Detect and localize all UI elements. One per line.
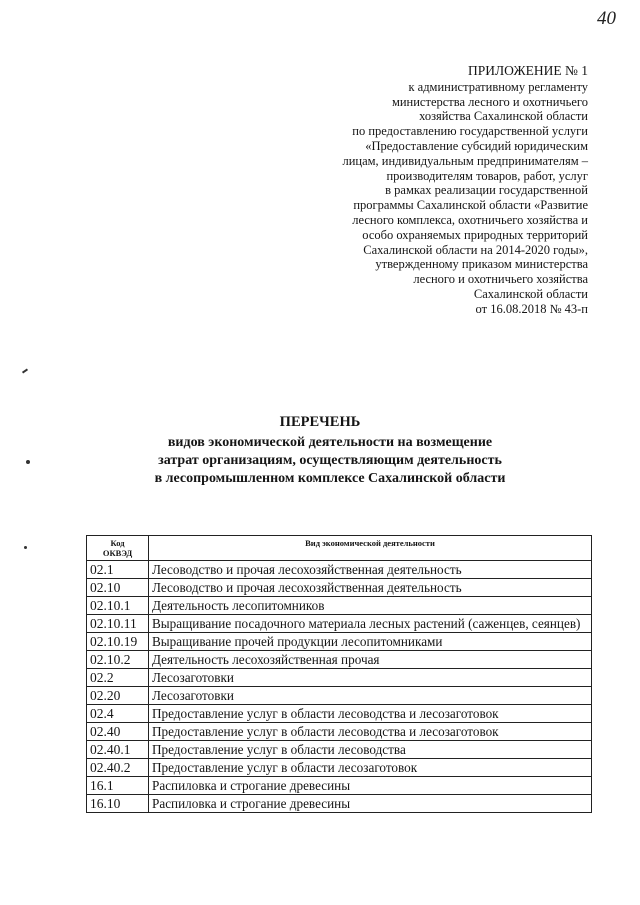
- table-row: [87, 795, 592, 813]
- document-heading: ПЕРЕЧЕНЬ: [279, 414, 361, 430]
- table-row: [87, 651, 592, 669]
- okved-code: 02.10.1: [87, 597, 149, 615]
- okved-code: 02.10.2: [87, 651, 149, 669]
- okved-code: 02.10: [87, 579, 149, 597]
- okved-code: 02.40.1: [87, 741, 149, 759]
- activity-header: Вид экономической деятельности: [149, 536, 592, 561]
- okved-code: 16.1: [87, 777, 149, 795]
- appendix-line: утвержденному приказом министерства: [375, 257, 588, 272]
- activity-name: Предоставление услуг в области лесоводства и лесозаготовок: [149, 705, 592, 723]
- activity-name: Деятельность лесопитомников: [149, 597, 592, 615]
- activity-name: Распиловка и строгание древесины: [149, 795, 592, 813]
- subtitle-line: видов экономической деятельности на возмещение: [167, 435, 493, 450]
- subtitle-line: в лесопромышленном комплексе Сахалинской области: [154, 471, 506, 486]
- appendix-line: особо охраняемых природных территорий: [362, 227, 588, 242]
- activity-name: Предоставление услуг в области лесозаготовок: [149, 759, 592, 777]
- table-row: [87, 561, 592, 579]
- appendix-line: программы Сахалинской области «Развитие: [353, 198, 588, 213]
- appendix-line: хозяйства Сахалинской области: [419, 109, 588, 124]
- table-row: [87, 633, 592, 651]
- scan-mark: [24, 546, 27, 549]
- table-row: [87, 615, 592, 633]
- appendix-line: от 16.08.2018 № 43-п: [475, 301, 588, 316]
- document-subtitle: [0, 434, 640, 488]
- activity-name: Лесоводство и прочая лесохозяйственная деятельность: [149, 579, 592, 597]
- activity-name: Деятельность лесохозяйственная прочая: [149, 651, 592, 669]
- appendix-block: [288, 64, 588, 317]
- okved-code: 02.40.2: [87, 759, 149, 777]
- table-row: [87, 579, 592, 597]
- activity-name: Выращивание прочей продукции лесопитомниками: [149, 633, 592, 651]
- appendix-line: лицам, индивидуальным предпринимателям –: [342, 153, 588, 168]
- appendix-line: по предоставлению государственной услуги: [352, 124, 588, 139]
- okved-code: 02.10.11: [87, 615, 149, 633]
- appendix-line: лесного и охотничьего хозяйства: [413, 272, 588, 287]
- table-row: [87, 759, 592, 777]
- subtitle-line: затрат организациям, осуществляющим деятельность: [158, 453, 502, 468]
- scan-mark: [22, 368, 28, 373]
- appendix-title: ПРИЛОЖЕНИЕ № 1: [467, 63, 588, 78]
- activity-name: Лесозаготовки: [149, 687, 592, 705]
- okved-code: 02.2: [87, 669, 149, 687]
- table-row: [87, 669, 592, 687]
- activity-name: Распиловка и строгание древесины: [149, 777, 592, 795]
- page-number: 40: [597, 8, 616, 29]
- code-header: Код ОКВЭД: [87, 536, 149, 561]
- appendix-line: «Предоставление субсидий юридическим: [365, 138, 588, 153]
- okved-code: 16.10: [87, 795, 149, 813]
- okved-code: 02.4: [87, 705, 149, 723]
- table-row: [87, 741, 592, 759]
- appendix-line: в рамках реализации государственной: [385, 183, 588, 198]
- appendix-line: Сахалинской области: [473, 286, 588, 301]
- table-row: [87, 597, 592, 615]
- okved-table: [86, 535, 592, 813]
- appendix-line: лесного комплекса, охотничьего хозяйства и: [352, 212, 588, 227]
- appendix-line: к административному регламенту: [408, 79, 588, 94]
- okved-code: 02.40: [87, 723, 149, 741]
- activity-name: Лесозаготовки: [149, 669, 592, 687]
- table-row: [87, 687, 592, 705]
- activity-name: Предоставление услуг в области лесоводства и лесозаготовок: [149, 723, 592, 741]
- appendix-line: Сахалинской области на 2014-2020 годы»,: [363, 242, 588, 257]
- appendix-line: производителям товаров, работ, услуг: [386, 168, 588, 183]
- activity-name: Выращивание посадочного материала лесных растений (саженцев, сеянцев): [149, 615, 592, 633]
- table-header-row: [87, 536, 592, 561]
- table-row: [87, 723, 592, 741]
- appendix-line: министерства лесного и охотничьего: [391, 94, 588, 109]
- table-row: [87, 777, 592, 795]
- okved-code: 02.1: [87, 561, 149, 579]
- activity-name: Лесоводство и прочая лесохозяйственная деятельность: [149, 561, 592, 579]
- table-row: [87, 705, 592, 723]
- okved-code: 02.20: [87, 687, 149, 705]
- activity-name: Предоставление услуг в области лесоводства: [149, 741, 592, 759]
- okved-code: 02.10.19: [87, 633, 149, 651]
